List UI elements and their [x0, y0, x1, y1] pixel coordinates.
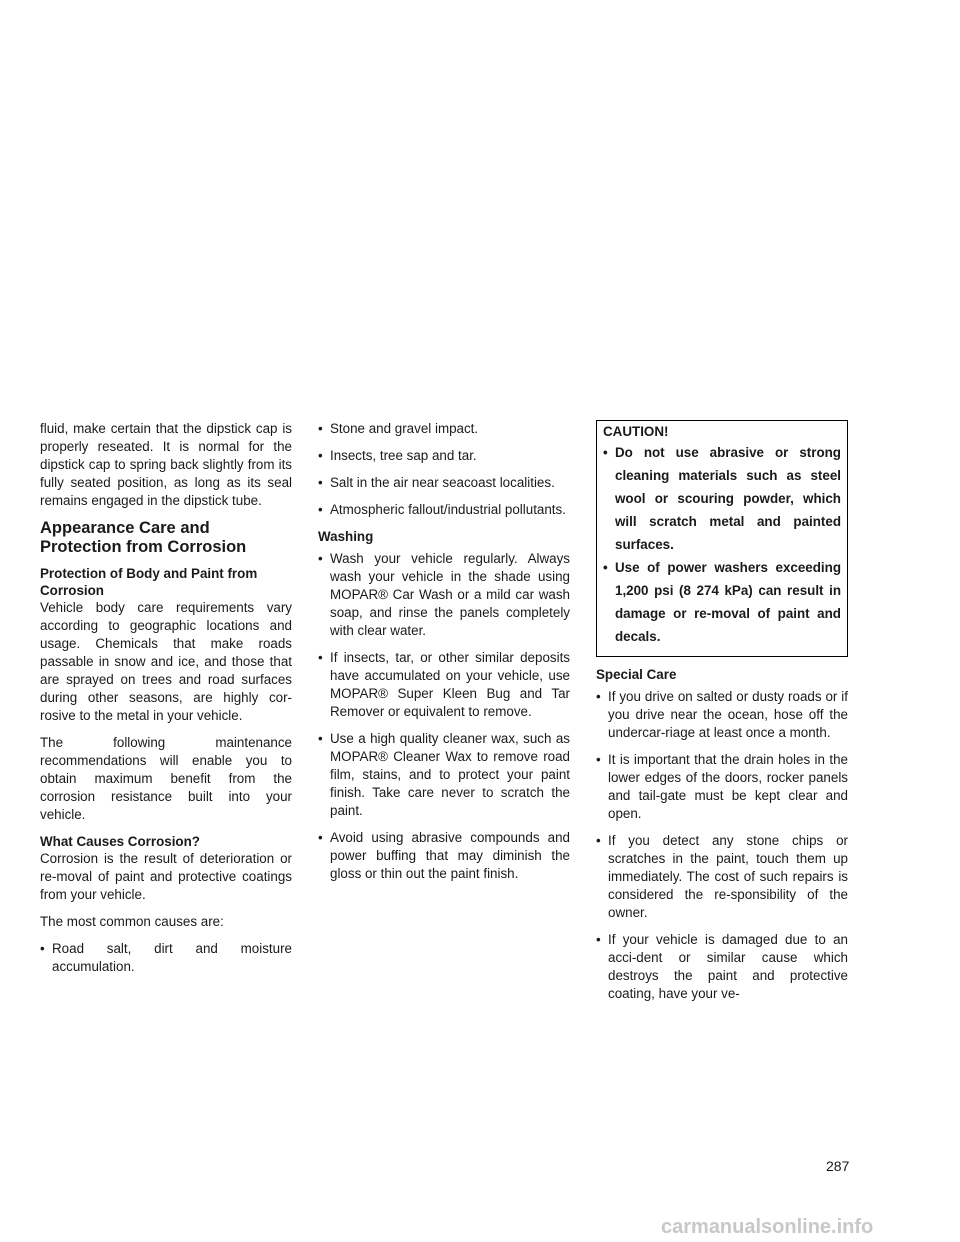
right-column — [596, 420, 848, 1012]
list-item-text: Wash your vehicle regularly. Always wash your vehicle in the shade using MOPAR® Car Wash or a mild car wash soap, and rinse the panels completely with clear water. — [330, 551, 570, 638]
bullet-icon: • — [318, 551, 323, 566]
list-item — [596, 832, 848, 922]
list-item-text: Insects, tree sap and tar. — [330, 448, 477, 463]
bullet-icon: • — [603, 445, 608, 460]
list-item-text: If you drive on salted or dusty roads or if you drive near the ocean, hose off the undercar-riage at least once a month. — [608, 689, 848, 740]
page-number: 287 — [826, 1158, 850, 1174]
left-column — [40, 420, 292, 985]
list-item — [40, 940, 292, 976]
washing-list — [318, 550, 570, 883]
bullet-icon: • — [318, 502, 323, 517]
list-item-text: Use of power washers exceeding 1,200 psi (8 274 kPa) can result in damage or re-moval of paint and decals. — [615, 560, 841, 644]
list-item-text: Salt in the air near seacoast localities. — [330, 475, 555, 490]
list-item — [596, 751, 848, 823]
list-item-text: Use a high quality cleaner wax, such as MOPAR® Cleaner Wax to remove road film, stains, and to protect your paint finish. Take care never to scratch the paint. — [330, 731, 570, 818]
bullet-icon: • — [603, 560, 608, 575]
subsection-title-causes: What Causes Corrosion? — [40, 834, 200, 849]
list-item — [603, 441, 841, 556]
causes-list — [40, 940, 292, 976]
bullet-icon: • — [596, 833, 601, 848]
protection-paragraph-1: Vehicle body care requirements vary according to geographic locations and usage. Chemicals that make roads passable in snow and ice, and those that are sprayed on trees and road surfaces during other seasons, are highly cor-rosive to the metal in your vehicle. — [40, 600, 292, 723]
causes-list-continued — [318, 420, 570, 519]
list-item — [318, 447, 570, 465]
list-item — [318, 501, 570, 519]
bullet-icon: • — [318, 731, 323, 746]
causes-paragraph-1: Corrosion is the result of deterioration or re-moval of paint and protective coatings from your vehicle. — [40, 851, 292, 902]
list-item-text: Road salt, dirt and moisture accumulation. — [52, 941, 292, 974]
bullet-icon: • — [596, 752, 601, 767]
list-item — [318, 829, 570, 883]
special-care-list — [596, 688, 848, 1003]
list-item-text: If insects, tar, or other similar deposits have accumulated on your vehicle, use MOPAR® Super Kleen Bug and Tar Remover or equivalent to remove. — [330, 650, 570, 719]
bullet-icon: • — [318, 830, 323, 845]
subsection-title-protection: Protection of Body and Paint from Corrosion — [40, 566, 258, 598]
list-item — [318, 649, 570, 721]
list-item — [318, 420, 570, 438]
protection-paragraph-2: The following maintenance recommendations will enable you to obtain maximum benefit from the corrosion resistance built into your vehicle. — [40, 735, 292, 822]
causes-paragraph-2: The most common causes are: — [40, 914, 224, 929]
bullet-icon: • — [318, 650, 323, 665]
list-item — [596, 931, 848, 1003]
list-item — [318, 474, 570, 492]
bullet-icon: • — [318, 421, 323, 436]
watermark: carmanualsonline.info — [661, 1216, 874, 1238]
caution-box — [596, 420, 848, 657]
list-item-text: If you detect any stone chips or scratches in the paint, touch them up immediately. The cost of such repairs is considered the re-sponsibility of the owner. — [608, 833, 848, 920]
bullet-icon: • — [318, 448, 323, 463]
bullet-icon: • — [596, 932, 601, 947]
bullet-icon: • — [40, 941, 45, 956]
section-title: Appearance Care and Protection from Corrosion — [40, 519, 247, 556]
subsection-title-washing: Washing — [318, 529, 374, 544]
bullet-icon: • — [318, 475, 323, 490]
list-item — [318, 550, 570, 640]
intro-paragraph: fluid, make certain that the dipstick cap is properly reseated. It is normal for the dipstick cap to spring back slightly from its fully seated position, as long as its seal remains engaged in the dipstick tube. — [40, 421, 292, 508]
list-item — [596, 688, 848, 742]
caution-list — [603, 441, 841, 648]
list-item — [603, 556, 841, 648]
list-item-text: Do not use abrasive or strong cleaning materials such as steel wool or scouring powder, which will scratch metal and painted surfaces. — [615, 445, 841, 552]
bullet-icon: • — [596, 689, 601, 704]
list-item — [318, 730, 570, 820]
caution-title: CAUTION! — [603, 424, 669, 439]
list-item-text: Atmospheric fallout/industrial pollutants. — [330, 502, 566, 517]
list-item-text: It is important that the drain holes in the lower edges of the doors, rocker panels and tail-gate must be kept clear and open. — [608, 752, 848, 821]
subsection-title-special-care: Special Care — [596, 667, 677, 682]
middle-column — [318, 420, 570, 892]
list-item-text: Avoid using abrasive compounds and power buffing that may diminish the gloss or thin out the paint finish. — [330, 830, 570, 881]
list-item-text: Stone and gravel impact. — [330, 421, 479, 436]
list-item-text: If your vehicle is damaged due to an acci-dent or similar cause which destroys the paint and protective coating, have your ve- — [608, 932, 848, 1001]
